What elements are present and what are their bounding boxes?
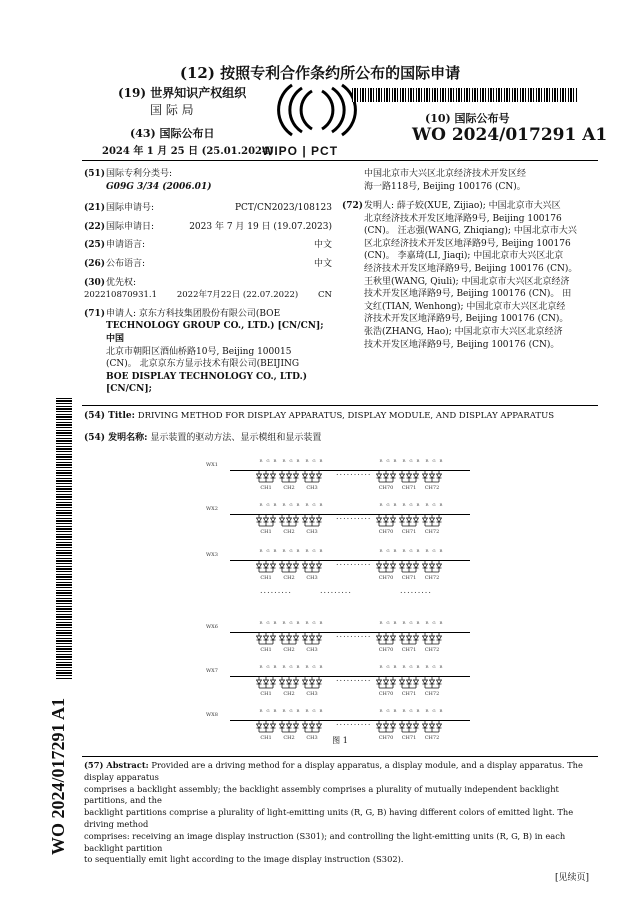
rgb-label: G — [409, 458, 413, 463]
priority-number: 202210870931.1 — [84, 290, 158, 301]
rgb-label: G — [289, 548, 293, 553]
rgb-label: G — [289, 502, 293, 507]
title-cn-label: (54) 发明名称: — [84, 433, 148, 443]
row-ellipsis: .......... — [336, 718, 372, 727]
channel-label: CH3 — [306, 647, 318, 653]
rgb-label: B — [273, 708, 277, 713]
rgb-label: R — [305, 502, 309, 507]
rgb-label: B — [319, 708, 323, 713]
rgb-label: B — [393, 708, 397, 713]
row-label: WX8 — [206, 712, 218, 718]
rgb-label: G — [266, 708, 270, 713]
barcode-top — [352, 88, 578, 102]
rgb-label: G — [266, 620, 270, 625]
vertical-ellipsis: ......... — [260, 586, 292, 595]
rgb-label: R — [402, 708, 406, 713]
abstract-line: Provided are a driving method for a display apparatus, a display module, and a display apparatus. The display apparatus — [84, 760, 583, 782]
field-value: 中文 — [313, 240, 332, 251]
priority-row — [84, 289, 332, 302]
rgb-label: R — [425, 548, 429, 553]
rgb-label: R — [402, 502, 406, 507]
rgb-label: R — [282, 708, 286, 713]
rgb-label: G — [432, 458, 436, 463]
rgb-label: R — [282, 548, 286, 553]
rgb-label: G — [386, 548, 390, 553]
rgb-label: R — [425, 458, 429, 463]
channel-label: CH72 — [424, 691, 440, 697]
rgb-label: G — [266, 548, 270, 553]
rgb-label: R — [282, 664, 286, 669]
rgb-label: R — [425, 502, 429, 507]
channel-label: CH70 — [378, 691, 394, 697]
rgb-label: B — [296, 708, 300, 713]
row-ellipsis: .......... — [336, 674, 372, 683]
channel-label: CH71 — [401, 529, 417, 535]
rgb-label: G — [289, 620, 293, 625]
channel-label: CH71 — [401, 647, 417, 653]
applicant-address-cont: 中国北京市大兴区北京经济技术开发区经 — [364, 169, 527, 179]
field-filing-language — [84, 239, 332, 252]
rgb-label: G — [409, 620, 413, 625]
inventor-line: 技术开发区地泽路9号, Beijing 100176 (CN)。 — [364, 339, 560, 350]
rgb-label: G — [386, 708, 390, 713]
abstract-label: (57) Abstract: — [84, 760, 149, 770]
wipo-org-name: (19) 世界知识产权组织 — [118, 86, 247, 100]
title-en — [84, 410, 604, 423]
vertical-ellipsis: ......... — [320, 586, 352, 595]
rgb-label: R — [282, 458, 286, 463]
left-column — [84, 168, 332, 396]
applicant-line: (CN)。 北京京东方显示技术有限公司(BEIJING — [106, 359, 300, 370]
abstract-line: comprises a backlight assembly; the backlight assembly comprises a plurality of mutually independent backlight partitions, and the — [84, 783, 559, 806]
rgb-label: G — [432, 664, 436, 669]
inventors-block — [342, 200, 604, 351]
abstract-line: to sequentially emit light according to the image display instruction (S302). — [84, 854, 404, 865]
field-label: 国际专利分类号: — [106, 169, 173, 179]
field-label: 申请语言: — [106, 240, 146, 251]
channel-label: CH3 — [306, 735, 318, 741]
rgb-label: R — [259, 708, 263, 713]
field-label: 国际申请号: — [106, 203, 155, 214]
row-label: WX1 — [206, 462, 218, 468]
rgb-label: B — [296, 664, 300, 669]
pub-number: WO 2024/017291 A1 — [412, 125, 608, 145]
rgb-label: B — [439, 664, 443, 669]
row-label: WX3 — [206, 552, 218, 558]
rgb-label: G — [386, 620, 390, 625]
field-value: PCT/CN2023/108123 — [234, 203, 332, 214]
channel-label: CH72 — [424, 735, 440, 741]
channel-label: CH3 — [306, 485, 318, 491]
applicant-line: TECHNOLOGY GROUP CO., LTD.) [CN/CN]; 中国 — [106, 321, 324, 344]
rgb-label: B — [296, 548, 300, 553]
rgb-label: B — [416, 708, 420, 713]
rgb-label: G — [312, 664, 316, 669]
field-code: (22) — [84, 221, 106, 232]
rgb-label: B — [393, 620, 397, 625]
rgb-label: B — [416, 620, 420, 625]
field-pub-language — [84, 258, 332, 271]
inventor-line: 发明人: 薛子姣(XUE, Zijiao); 中国北京市大兴区 — [364, 201, 561, 211]
inventor-line: 区北京经济技术开发区地泽路9号, Beijing 100176 — [364, 238, 571, 249]
rgb-label: G — [266, 502, 270, 507]
rgb-label: G — [409, 708, 413, 713]
rgb-label: R — [305, 458, 309, 463]
field-priority — [84, 277, 332, 290]
channel-label: CH70 — [378, 485, 394, 491]
rgb-label: R — [379, 458, 383, 463]
rgb-label: R — [402, 664, 406, 669]
rgb-label: G — [266, 664, 270, 669]
abstract-line: backlight partitions comprise a plurality of light-emitting units (R, G, B) having different colors of emitted light. The driving method — [84, 807, 574, 829]
rgb-label: G — [312, 458, 316, 463]
vertical-ellipsis: ......... — [400, 586, 432, 595]
channel-label: CH2 — [283, 691, 295, 697]
rgb-label: B — [393, 458, 397, 463]
channel-label: CH1 — [260, 647, 272, 653]
channel-label: CH2 — [283, 647, 295, 653]
field-code: (71) — [84, 308, 106, 319]
channel-label: CH70 — [378, 647, 394, 653]
rgb-label: R — [282, 620, 286, 625]
header-divider — [82, 160, 598, 161]
continued-note: [见续页] — [555, 873, 590, 883]
channel-label: CH1 — [260, 485, 272, 491]
channel-label: CH71 — [401, 485, 417, 491]
rgb-label: B — [439, 458, 443, 463]
rgb-label: G — [312, 548, 316, 553]
rgb-label: B — [416, 664, 420, 669]
field-value: 中文 — [313, 258, 332, 269]
rgb-label: G — [312, 502, 316, 507]
rgb-label: R — [282, 502, 286, 507]
inventor-line: 张浩(ZHANG, Hao); 中国北京市大兴区北京经济 — [364, 326, 563, 337]
row-ellipsis: .......... — [336, 512, 372, 521]
rgb-label: R — [259, 620, 263, 625]
rgb-label: B — [393, 664, 397, 669]
rgb-label: R — [379, 664, 383, 669]
inventor-line: 王秋里(WANG, Qiuli); 中国北京市大兴区北京经济 — [364, 276, 570, 287]
title-cn-text: 显示装置的驱动方法、显示模组和显示装置 — [150, 433, 322, 443]
field-code: (30) — [84, 277, 106, 288]
rgb-label: G — [312, 708, 316, 713]
rgb-label: G — [432, 620, 436, 625]
inventor-line: 技术开发区地泽路9号, Beijing 100176 (CN)。 田 — [364, 289, 572, 300]
rgb-label: B — [416, 458, 420, 463]
rgb-label: R — [402, 458, 406, 463]
channel-label: CH1 — [260, 735, 272, 741]
rgb-label: G — [289, 708, 293, 713]
rgb-label: G — [409, 548, 413, 553]
field-ipc — [84, 168, 332, 181]
channel-label: CH2 — [283, 485, 295, 491]
field-ipc-value: G09G 3/34 (2006.01) — [106, 181, 212, 192]
rgb-label: G — [266, 458, 270, 463]
row-label: WX2 — [206, 506, 218, 512]
channel-label: CH71 — [401, 575, 417, 581]
applicant-line: 北京市朝阳区酒仙桥路10号, Beijing 100015 — [106, 346, 292, 357]
bureau-name: 国 际 局 — [150, 103, 194, 117]
rgb-label: B — [319, 502, 323, 507]
field-code: (21) — [84, 203, 106, 214]
applicant-address-cont: 海一路118号, Beijing 100176 (CN)。 — [364, 181, 526, 192]
channel-label: CH70 — [378, 575, 394, 581]
applicant-block — [84, 308, 332, 396]
title-en-text: DRIVING METHOD FOR DISPLAY APPARATUS, DISPLAY MODULE, AND DISPLAY APPARATUS — [137, 411, 555, 421]
rgb-label: R — [425, 708, 429, 713]
abstract-line: comprises: receiving an image display instruction (S301); and controlling the light-emitting units (R, G, B) in each backlight partition — [84, 830, 566, 853]
rgb-label: B — [439, 548, 443, 553]
rgb-label: G — [386, 664, 390, 669]
rgb-label: R — [402, 548, 406, 553]
inventor-line: 文红(TIAN, Wenhong); 中国北京市大兴区北京经 — [364, 301, 566, 312]
pub-number-label: (10) 国际公布号 — [425, 112, 510, 125]
rgb-label: R — [379, 708, 383, 713]
rgb-label: B — [273, 458, 277, 463]
channel-label: CH2 — [283, 735, 295, 741]
inventor-line: (CN)。 李嘉琦(LI, Jiaqi); 中国北京市大兴区北京 — [364, 251, 564, 262]
rgb-label: B — [439, 502, 443, 507]
applicant-line: 申请人: 京东方科技集团股份有限公司(BOE — [106, 308, 281, 319]
document-title: (12) 按照专利合作条约所公布的国际申请 — [179, 64, 461, 82]
rgb-label: G — [432, 708, 436, 713]
field-code: (25) — [84, 240, 106, 251]
field-app-date — [84, 221, 332, 234]
rgb-label: B — [439, 620, 443, 625]
rgb-label: R — [305, 664, 309, 669]
rgb-label: B — [273, 664, 277, 669]
channel-label: CH1 — [260, 529, 272, 535]
rgb-label: B — [416, 548, 420, 553]
row-ellipsis: .......... — [336, 558, 372, 567]
rgb-label: R — [259, 502, 263, 507]
channel-label: CH71 — [401, 691, 417, 697]
field-label: 国际申请日: — [106, 221, 155, 232]
applicant-line: BOE DISPLAY TECHNOLOGY CO., LTD.) [CN/CN]; — [106, 371, 308, 395]
rgb-label: G — [312, 620, 316, 625]
channel-label: CH2 — [283, 529, 295, 535]
field-label: 优先权: — [106, 277, 137, 288]
rgb-label: R — [259, 458, 263, 463]
channel-label: CH71 — [401, 735, 417, 741]
rgb-label: B — [273, 620, 277, 625]
rgb-label: G — [432, 548, 436, 553]
rgb-label: B — [393, 548, 397, 553]
rgb-label: G — [289, 664, 293, 669]
abstract — [84, 760, 604, 866]
channel-label: CH3 — [306, 575, 318, 581]
rgb-label: B — [319, 548, 323, 553]
rgb-label: B — [439, 708, 443, 713]
rgb-label: R — [425, 664, 429, 669]
channel-label: CH1 — [260, 575, 272, 581]
rgb-label: B — [416, 502, 420, 507]
rgb-label: R — [402, 620, 406, 625]
field-code: (26) — [84, 258, 106, 269]
channel-label: CH1 — [260, 691, 272, 697]
wipo-logo-text: WIPO | PCT — [262, 144, 339, 158]
rgb-label: R — [259, 548, 263, 553]
pub-date: 2024 年 1 月 25 日 (25.01.2024) — [102, 146, 274, 157]
channel-label: CH72 — [424, 575, 440, 581]
rgb-label: B — [319, 664, 323, 669]
field-code: (51) — [84, 169, 106, 179]
inventor-line: 济技术开发区地泽路9号, Beijing 100176 (CN)。 — [364, 314, 569, 325]
channel-label: CH70 — [378, 529, 394, 535]
field-code: (72) — [342, 201, 364, 211]
title-divider — [82, 405, 598, 406]
channel-label: CH70 — [378, 735, 394, 741]
channel-label: CH72 — [424, 529, 440, 535]
row-label: WX6 — [206, 624, 218, 630]
rgb-label: R — [259, 664, 263, 669]
rgb-label: G — [289, 458, 293, 463]
row-label: WX7 — [206, 668, 218, 674]
priority-country: CN — [318, 290, 332, 301]
rgb-label: G — [409, 664, 413, 669]
channel-label: CH72 — [424, 647, 440, 653]
inventor-line: 北京经济技术开发区地泽路9号, Beijing 100176 — [364, 213, 562, 224]
inventor-line: 经济技术开发区地泽路9号, Beijing 100176 (CN)。 — [364, 263, 578, 274]
priority-date: 2022年7月22日 (22.07.2022) — [176, 290, 299, 301]
rgb-label: G — [409, 502, 413, 507]
rgb-label: B — [273, 502, 277, 507]
rgb-label: R — [305, 620, 309, 625]
rgb-label: R — [379, 548, 383, 553]
rgb-label: G — [386, 502, 390, 507]
rgb-label: R — [305, 548, 309, 553]
right-column — [364, 168, 604, 193]
title-cn — [84, 432, 604, 445]
inventor-line: (CN)。 汪志强(WANG, Zhiqiang); 中国北京市大兴 — [364, 226, 577, 237]
field-value: 2023 年 7 月 19 日 (19.07.2023) — [189, 221, 332, 232]
rgb-label: G — [432, 502, 436, 507]
rgb-label: R — [379, 620, 383, 625]
channel-label: CH72 — [424, 485, 440, 491]
channel-label: CH3 — [306, 691, 318, 697]
rgb-label: R — [305, 708, 309, 713]
rgb-label: B — [296, 458, 300, 463]
rgb-label: G — [386, 458, 390, 463]
field-label: 公布语言: — [106, 258, 146, 269]
row-ellipsis: .......... — [336, 468, 372, 477]
rgb-label: B — [319, 458, 323, 463]
rgb-label: B — [393, 502, 397, 507]
rgb-label: B — [296, 502, 300, 507]
side-pub-number: WO 2024/017291 A1 — [48, 697, 68, 855]
field-app-number — [84, 202, 332, 215]
figure-caption: 图 1 — [332, 736, 348, 745]
rgb-label: B — [273, 548, 277, 553]
channel-label: CH2 — [283, 575, 295, 581]
rgb-label: B — [296, 620, 300, 625]
rgb-label: R — [379, 502, 383, 507]
row-ellipsis: .......... — [336, 630, 372, 639]
rgb-label: B — [319, 620, 323, 625]
channel-label: CH3 — [306, 529, 318, 535]
barcode-side — [56, 398, 72, 680]
rgb-label: R — [425, 620, 429, 625]
pub-date-label: (43) 国际公布日 — [130, 127, 215, 140]
abstract-divider — [82, 756, 598, 757]
title-en-label: (54) Title: — [84, 411, 135, 421]
figure-1 — [200, 452, 480, 752]
